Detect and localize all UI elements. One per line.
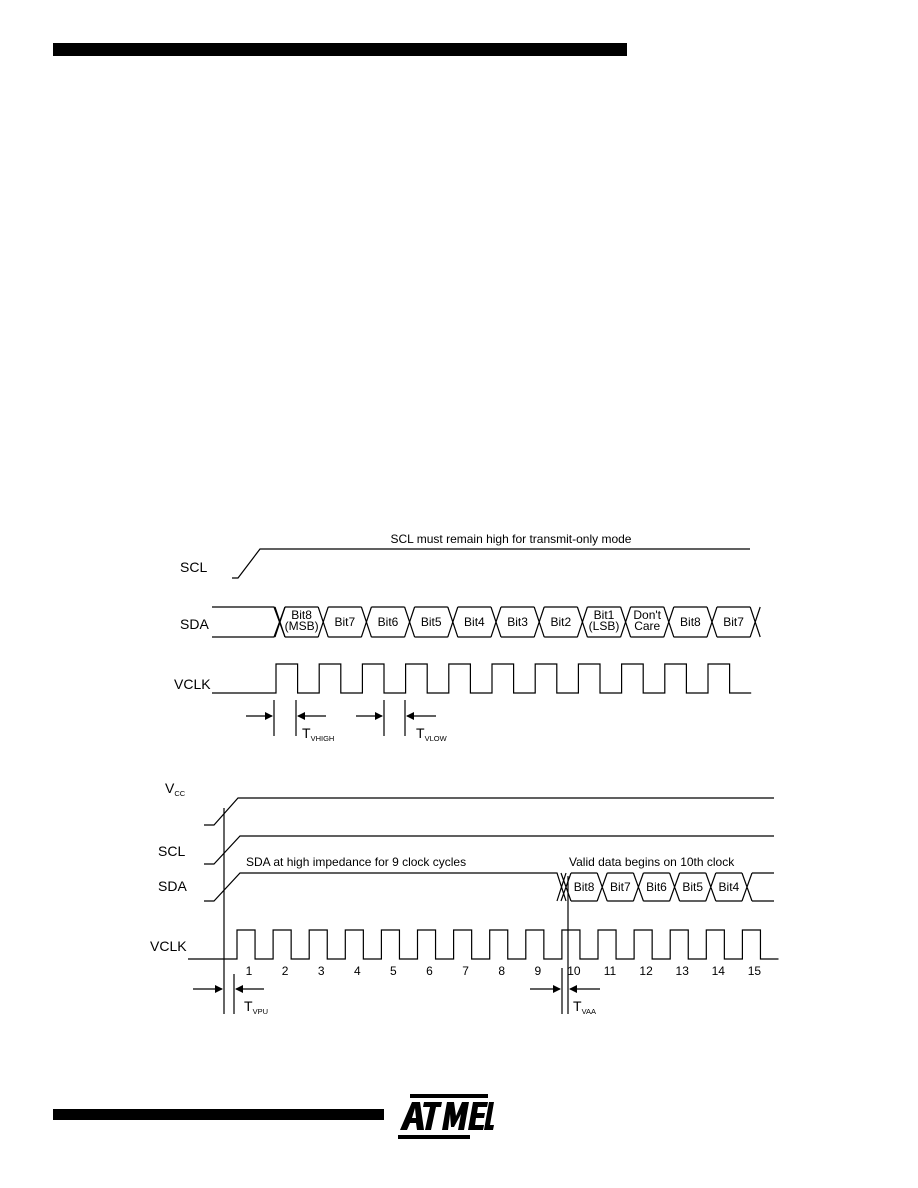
fig2-vclk-waveform xyxy=(188,930,779,959)
fig2-clock-number-5: 5 xyxy=(390,964,397,978)
fig2-clock-number-2: 2 xyxy=(281,964,289,978)
fig2-clock-number-4: 4 xyxy=(353,964,361,978)
fig1-sda-label: SDA xyxy=(180,616,209,632)
fig1-bit-cell-11-line-1: Bit7 xyxy=(723,615,744,629)
fig1-bit-cell-8-line-2: (LSB) xyxy=(588,619,620,633)
fig2-clock-number-11: 11 xyxy=(603,964,617,978)
fig2-clock-numbers xyxy=(246,964,762,978)
fig1-bit-cell-10-line-1: Bit8 xyxy=(680,615,701,629)
fig2-bit-cell-3-line-1: Bit6 xyxy=(646,880,667,894)
fig1-bit-cell-1-line-1: Bit8 xyxy=(291,608,312,622)
fig2-clock-number-3: 3 xyxy=(317,964,325,978)
fig2-clock-number-14: 14 xyxy=(711,964,725,978)
fig2-clock-number-6: 6 xyxy=(426,964,433,978)
fig2-clock-number-1: 1 xyxy=(245,964,253,978)
fig2-tvpu: $T_{VPU}$ xyxy=(244,998,268,1016)
fig1-bit-cell-3-line-1: Bit6 xyxy=(377,615,399,629)
fig2-sda-label: SDA xyxy=(158,878,187,894)
fig1-bit-cell-8-line-1: Bit1 xyxy=(593,608,615,622)
fig2-scl-label: SCL xyxy=(158,843,186,859)
fig1-bit-cell-9-line-2: Care xyxy=(634,619,661,633)
fig2-caption-right: Valid data begins on 10th clock xyxy=(569,855,735,869)
fig1-bit-cell-6-line-1: Bit3 xyxy=(507,615,528,629)
fig1-scl-waveform xyxy=(232,549,750,578)
fig2-bit-cell-4-line-1: Bit5 xyxy=(682,880,704,894)
fig2-bit-cell-2-line-1: Bit7 xyxy=(609,880,631,894)
fig2-sda-waveform xyxy=(204,873,566,901)
fig1-bit-cell-9-line-1: Don't xyxy=(633,608,662,622)
fig2-clock-number-13: 13 xyxy=(675,964,689,978)
fig2-clock-number-12: 12 xyxy=(639,964,653,978)
fig2-bit-labels xyxy=(574,880,740,894)
atmel-logo xyxy=(396,1094,494,1140)
fig2-vclk-label: VCLK xyxy=(150,938,187,954)
fig1-bit-cell-2-line-1: Bit7 xyxy=(334,615,356,629)
fig2-timing-markers xyxy=(193,808,600,1014)
fig2-clock-number-9: 9 xyxy=(534,964,542,978)
fig1-vclk-label: VCLK xyxy=(174,676,211,692)
fig1-bit-cell-1-line-2: (MSB) xyxy=(284,619,319,633)
fig2-tvaa: $T_{VAA}$ xyxy=(573,998,597,1016)
fig1-scl-label: SCL xyxy=(180,559,208,575)
fig1-tvlow: $T_{VLOW}$ xyxy=(416,725,447,743)
fig2-caption-left: SDA at high impedance for 9 clock cycles xyxy=(246,855,467,869)
fig1-bit-labels xyxy=(285,608,745,633)
fig2-vcc-waveform xyxy=(204,798,774,825)
fig2-bit-cell-5-line-1: Bit4 xyxy=(718,880,740,894)
fig1-timing-markers xyxy=(246,700,436,736)
fig2-clock-number-10: 10 xyxy=(567,964,581,978)
fig1-tvhigh: $T_{VHIGH}$ xyxy=(302,725,335,743)
fig2-clock-number-15: 15 xyxy=(747,964,762,978)
fig1-bit-cell-7-line-1: Bit2 xyxy=(550,615,572,629)
fig1-vclk-waveform xyxy=(212,664,751,693)
fig1-bit-cell-5-line-1: Bit4 xyxy=(464,615,485,629)
fig1-caption: SCL must remain high for transmit-only mode xyxy=(390,532,632,546)
fig1-sda-start xyxy=(212,607,285,637)
fig1-bit-cell-4-line-1: Bit5 xyxy=(420,615,442,629)
fig2-clock-number-7: 7 xyxy=(462,964,469,978)
fig2-clock-number-8: 8 xyxy=(498,964,506,978)
fig2-bit-cell-1-line-1: Bit8 xyxy=(573,880,595,894)
fig2-vcc-label: $V_{CC}$ xyxy=(165,780,186,798)
